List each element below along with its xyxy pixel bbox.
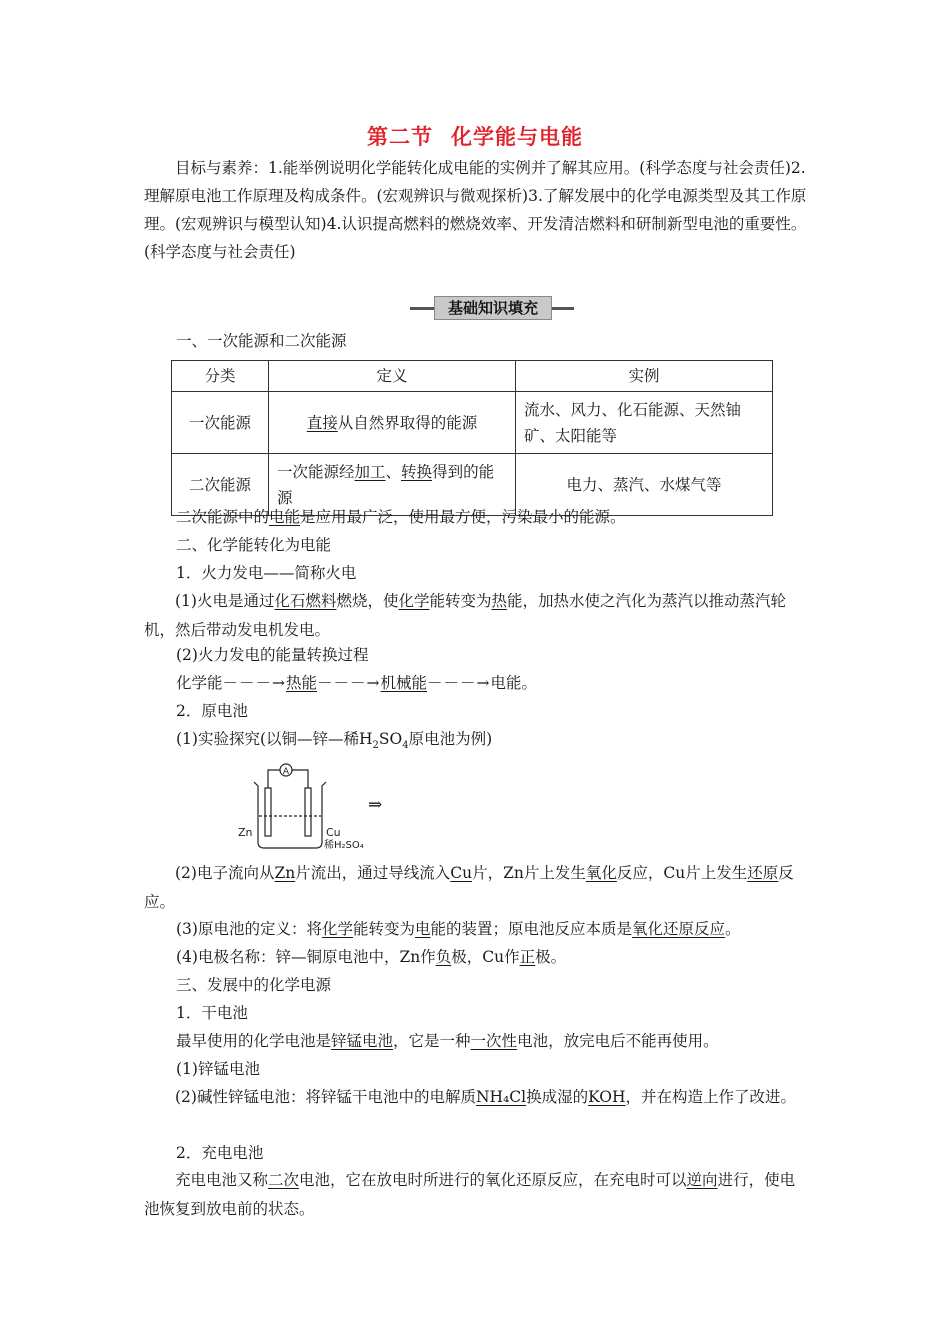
- subsection-thermal-power: 1．火力发电——简称火电: [176, 564, 357, 582]
- paragraph-text: 燃烧，使: [336, 592, 399, 610]
- blank-answer: 电: [415, 920, 431, 938]
- alkaline-cell-paragraph: [144, 1083, 809, 1112]
- arrow-icon: －－－→: [317, 674, 381, 692]
- blank-answer: 电能: [269, 508, 301, 526]
- blank-answer: Zn: [274, 864, 296, 882]
- galvanic-cell-diagram: [236, 760, 376, 852]
- paragraph-text: 能转变为: [429, 592, 492, 610]
- paragraph-text: 反应。: [144, 864, 794, 911]
- blank-answer: 锌锰电池: [331, 1032, 394, 1050]
- blank-answer: 化学: [398, 592, 430, 610]
- table-header-cell: 分类: [172, 361, 269, 392]
- table-header-cell: 定义: [269, 361, 516, 392]
- blank-answer: 转换: [401, 462, 433, 481]
- paragraph-text: 能的装置；原电池反应本质是: [430, 920, 633, 938]
- paragraph-text: (4)电极名称：锌—铜原电池中，Zn作: [176, 948, 436, 966]
- paragraph-text: 能转变为: [352, 920, 415, 938]
- blank-answer: 热能: [286, 674, 318, 692]
- section-banner: [410, 296, 574, 320]
- paragraph-text: 最早使用的化学电池是: [176, 1032, 332, 1050]
- acid-label: 稀H₂SO₄: [324, 840, 364, 851]
- banner-left-bar: [410, 307, 436, 310]
- table-cell-category: 一次能源: [172, 392, 269, 454]
- blank-answer: 热: [491, 592, 508, 610]
- paragraph-text: 反应，Cu片上发生: [616, 864, 748, 882]
- energy-table: [171, 360, 773, 516]
- definition-text: 从自然界取得的能源: [337, 413, 478, 432]
- definition-text: 得到的能源: [277, 462, 495, 507]
- paragraph-text: ，并在构造上作了改进。: [625, 1088, 797, 1106]
- arrow-icon: －－－→: [427, 674, 491, 692]
- paragraph-text: 电池，它在放电时所进行的氧化还原反应，在充电时可以: [299, 1171, 687, 1189]
- paragraph-text: (2)电子流向从: [175, 864, 275, 882]
- paragraph-text: (1)实验探究(以铜—锌—稀H: [176, 730, 373, 748]
- table-cell-category: 二次能源: [172, 454, 269, 516]
- paragraph-text: 片，Zn片上发生: [472, 864, 586, 882]
- blank-answer: KOH: [588, 1088, 626, 1106]
- note-text: 二次能源中的: [176, 508, 270, 526]
- experiment-heading: [176, 727, 492, 758]
- energy-chain: [176, 671, 537, 695]
- zinc-label: Zn: [238, 826, 253, 839]
- blank-answer: 还原: [747, 864, 779, 882]
- blank-answer: 氧化还原反应: [632, 920, 726, 938]
- paragraph-text: (1)火电是通过: [175, 592, 275, 610]
- subsection-galvanic-cell: 2．原电池: [176, 702, 248, 720]
- table-cell-example: 流水、风力、化石能源、天然铀矿、太阳能等: [516, 392, 773, 454]
- cell-definition: [176, 917, 741, 941]
- title-part-2: 化学能与电能: [451, 124, 583, 149]
- blank-answer: 二次: [268, 1171, 300, 1189]
- electron-flow-paragraph: [144, 859, 809, 917]
- blank-answer: 负: [435, 948, 452, 966]
- blank-answer: 化学: [321, 920, 353, 938]
- table-note: [176, 505, 626, 529]
- copper-label: Cu: [326, 826, 341, 839]
- goals-paragraph: 目标与素养：1.能举例说明化学能转化成电能的实例并了解其应用。(科学态度与社会责任)2.理解原电池工作原理及构成条件。(宏观辨识与微观探析)3.了解发展中的化学电源类型及其工作原理。(宏观辨识与模型认知)4.认识提高燃料的燃烧效率、开发清洁燃料和研制新型电池的重要性。(科学态度与社会责任): [144, 159, 807, 261]
- paragraph-text: 。: [725, 920, 741, 938]
- blank-answer: 加工: [354, 462, 386, 481]
- section-2-heading: 二、化学能转化为电能: [176, 536, 332, 554]
- title-part-1: 第二节: [367, 124, 433, 149]
- subsection-dry-cell: 1．干电池: [176, 1004, 248, 1022]
- blank-answer: 逆向: [686, 1171, 718, 1189]
- paragraph-text: 能，加热水使之汽化为蒸汽以推动蒸汽轮机，然后带动发电机发电。: [144, 592, 787, 639]
- paragraph-text: (2)碱性锌锰电池：将锌锰干电池中的电解质: [175, 1088, 476, 1106]
- blank-answer: Cu: [450, 864, 473, 882]
- thermal-power-paragraph: [144, 587, 809, 645]
- section-1-heading: 一、一次能源和二次能源: [176, 332, 347, 350]
- subscript: 4: [402, 740, 409, 752]
- electrode-names: [176, 945, 566, 969]
- blank-answer: 化石燃料: [274, 592, 337, 610]
- table-header-row: [172, 361, 773, 392]
- chain-text: 化学能: [176, 674, 223, 692]
- blank-answer: 一次性: [470, 1032, 518, 1050]
- blank-answer: NH₄Cl: [475, 1088, 527, 1106]
- definition-text: 、: [385, 462, 402, 481]
- table-cell-definition: [269, 392, 516, 454]
- paragraph-text: 原电池为例): [408, 730, 493, 748]
- blank-answer: 正: [519, 948, 536, 966]
- paragraph-text: 片流出，通过导线流入: [295, 864, 451, 882]
- subsection-rechargeable: 2．充电电池: [176, 1144, 264, 1162]
- section-3-heading: 三、发展中的化学电源: [176, 976, 332, 994]
- energy-conversion-heading: (2)火力发电的能量转换过程: [176, 646, 369, 664]
- paragraph-text: 进行，使电池恢复到放电前的状态。: [144, 1171, 796, 1218]
- zinc-manganese-heading: (1)锌锰电池: [176, 1060, 260, 1078]
- blank-answer: 机械能: [380, 674, 428, 692]
- table-row: [172, 392, 773, 454]
- paragraph-text: 换成湿的: [526, 1088, 589, 1106]
- table-header-cell: 实例: [516, 361, 773, 392]
- blank-answer: 氧化: [585, 864, 617, 882]
- paragraph-text: (3)原电池的定义：将: [176, 920, 322, 938]
- blank-answer: 直接: [306, 413, 338, 432]
- rechargeable-paragraph: [144, 1166, 809, 1224]
- chain-text: 电能。: [490, 674, 538, 692]
- page-title: [0, 121, 950, 151]
- paragraph-text: ，它是一种: [393, 1032, 471, 1050]
- paragraph-text: 极。: [535, 948, 567, 966]
- paragraph-text: 电池，放完电后不能再使用。: [517, 1032, 719, 1050]
- subscript: 2: [372, 740, 379, 752]
- implies-arrow-icon: ⇒: [368, 795, 383, 815]
- arrow-icon: －－－→: [222, 674, 287, 692]
- table-cell-example: 电力、蒸汽、水煤气等: [516, 454, 773, 516]
- paragraph-text: 充电电池又称: [175, 1171, 269, 1189]
- paragraph-text: SO: [378, 730, 403, 748]
- paragraph-text: 极，Cu作: [451, 948, 520, 966]
- banner-label: 基础知识填充: [434, 296, 552, 320]
- note-text: 是应用最广泛，使用最方便，污染最小的能源。: [300, 508, 626, 526]
- ammeter-label: A: [282, 767, 290, 777]
- definition-text: 一次能源经: [277, 462, 355, 481]
- dry-cell-paragraph: [176, 1029, 719, 1053]
